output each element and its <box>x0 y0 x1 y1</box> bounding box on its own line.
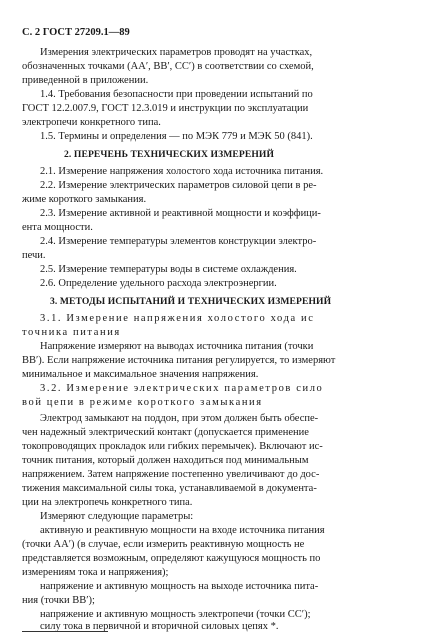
text-line: 2.6. Определение удельного расхода электроэнергии. <box>40 278 277 289</box>
text-line: приведенной в приложении. <box>22 75 149 86</box>
text-line: Электрод замыкают на поддон, при этом должен быть обеспе- <box>40 413 319 424</box>
text-line: ния (точки BB′); <box>22 595 95 606</box>
text-line: тижения максимальной силы тока, устанавливаемой в документа- <box>22 483 317 494</box>
text-line: 2.3. Измерение активной и реактивной мощности и коэффици- <box>40 208 321 219</box>
text-line: силу тока в первичной и вторичной силовых цепях *. <box>40 621 279 632</box>
subsection-heading: точника питания <box>22 327 121 338</box>
text-line: 1.4. Требования безопасности при проведении испытаний по <box>40 89 313 100</box>
text-line: активную и реактивную мощности на входе источника питания <box>40 525 325 536</box>
page-header: С. 2 ГОСТ 27209.1—89 <box>22 27 130 38</box>
text-line: минимальное и максимальное значения напряжения. <box>22 369 259 380</box>
subsection-heading: 3.2. Измерение электрических параметров сило <box>40 383 324 394</box>
text-line: Измеряют следующие параметры: <box>40 511 194 522</box>
text-line: напряжение и активную мощность электропечи (точки CC′); <box>40 609 311 620</box>
text-line: 2.5. Измерение температуры воды в системе охлаждения. <box>40 264 297 275</box>
text-line: ента мощности. <box>22 222 93 233</box>
section-heading: 2. ПЕРЕЧЕНЬ ТЕХНИЧЕСКИХ ИЗМЕРЕНИЙ <box>64 149 275 160</box>
footnote-rule <box>22 631 108 632</box>
text-line: чен надежный электрический контакт (допускается применение <box>22 427 309 438</box>
text-line: жиме короткого замыкания. <box>22 194 147 205</box>
subsection-heading: 3.1. Измерение напряжения холостого хода ис <box>40 313 315 324</box>
text-line: измерениям тока и напряжения); <box>22 567 169 578</box>
text-line: напряжением. Затем напряжение постепенно увеличивают до дос- <box>22 469 320 480</box>
text-line: представляется возможным, определяют кажущуюся мощность по <box>22 553 321 564</box>
text-line: 1.5. Термины и определения — по МЭК 779 и МЭК 50 (841). <box>40 131 313 142</box>
text-line: токопроводящих прокладок или гибких перемычек). Включают ис- <box>22 441 323 452</box>
text-line: обозначенных точками (AA′, BB′, CC′) в соответствии со схемой, <box>22 61 314 72</box>
text-line: 2.1. Измерение напряжения холостого хода источника питания. <box>40 166 324 177</box>
subsection-heading: вой цепи в режиме короткого замыкания <box>22 397 263 408</box>
text-line: BB′). Если напряжение источника питания регулируется, то измеряют <box>22 355 336 366</box>
section-heading: 3. МЕТОДЫ ИСПЫТАНИЙ И ТЕХНИЧЕСКИХ ИЗМЕРЕНИЙ <box>50 296 332 307</box>
text-line: ции на электропечь конкретного типа. <box>22 497 193 508</box>
text-line: (точки AA′) (в случае, если измерить реактивную мощность не <box>22 539 305 550</box>
text-line: печи. <box>22 250 46 261</box>
text-line: ГОСТ 12.2.007.9, ГОСТ 12.3.019 и инструкции по эксплуатации <box>22 103 309 114</box>
text-line: напряжение и активную мощность на выходе источника пита- <box>40 581 319 592</box>
text-line: Измерения электрических параметров проводят на участках, <box>40 47 313 58</box>
text-line: Напряжение измеряют на выводах источника питания (точки <box>40 341 314 352</box>
text-line: электропечи конкретного типа. <box>22 117 161 128</box>
text-line: 2.4. Измерение температуры элементов конструкции электро- <box>40 236 317 247</box>
text-line: 2.2. Измерение электрических параметров силовой цепи в ре- <box>40 180 317 191</box>
text-line: точник питания, который должен находиться под минимальным <box>22 455 309 466</box>
